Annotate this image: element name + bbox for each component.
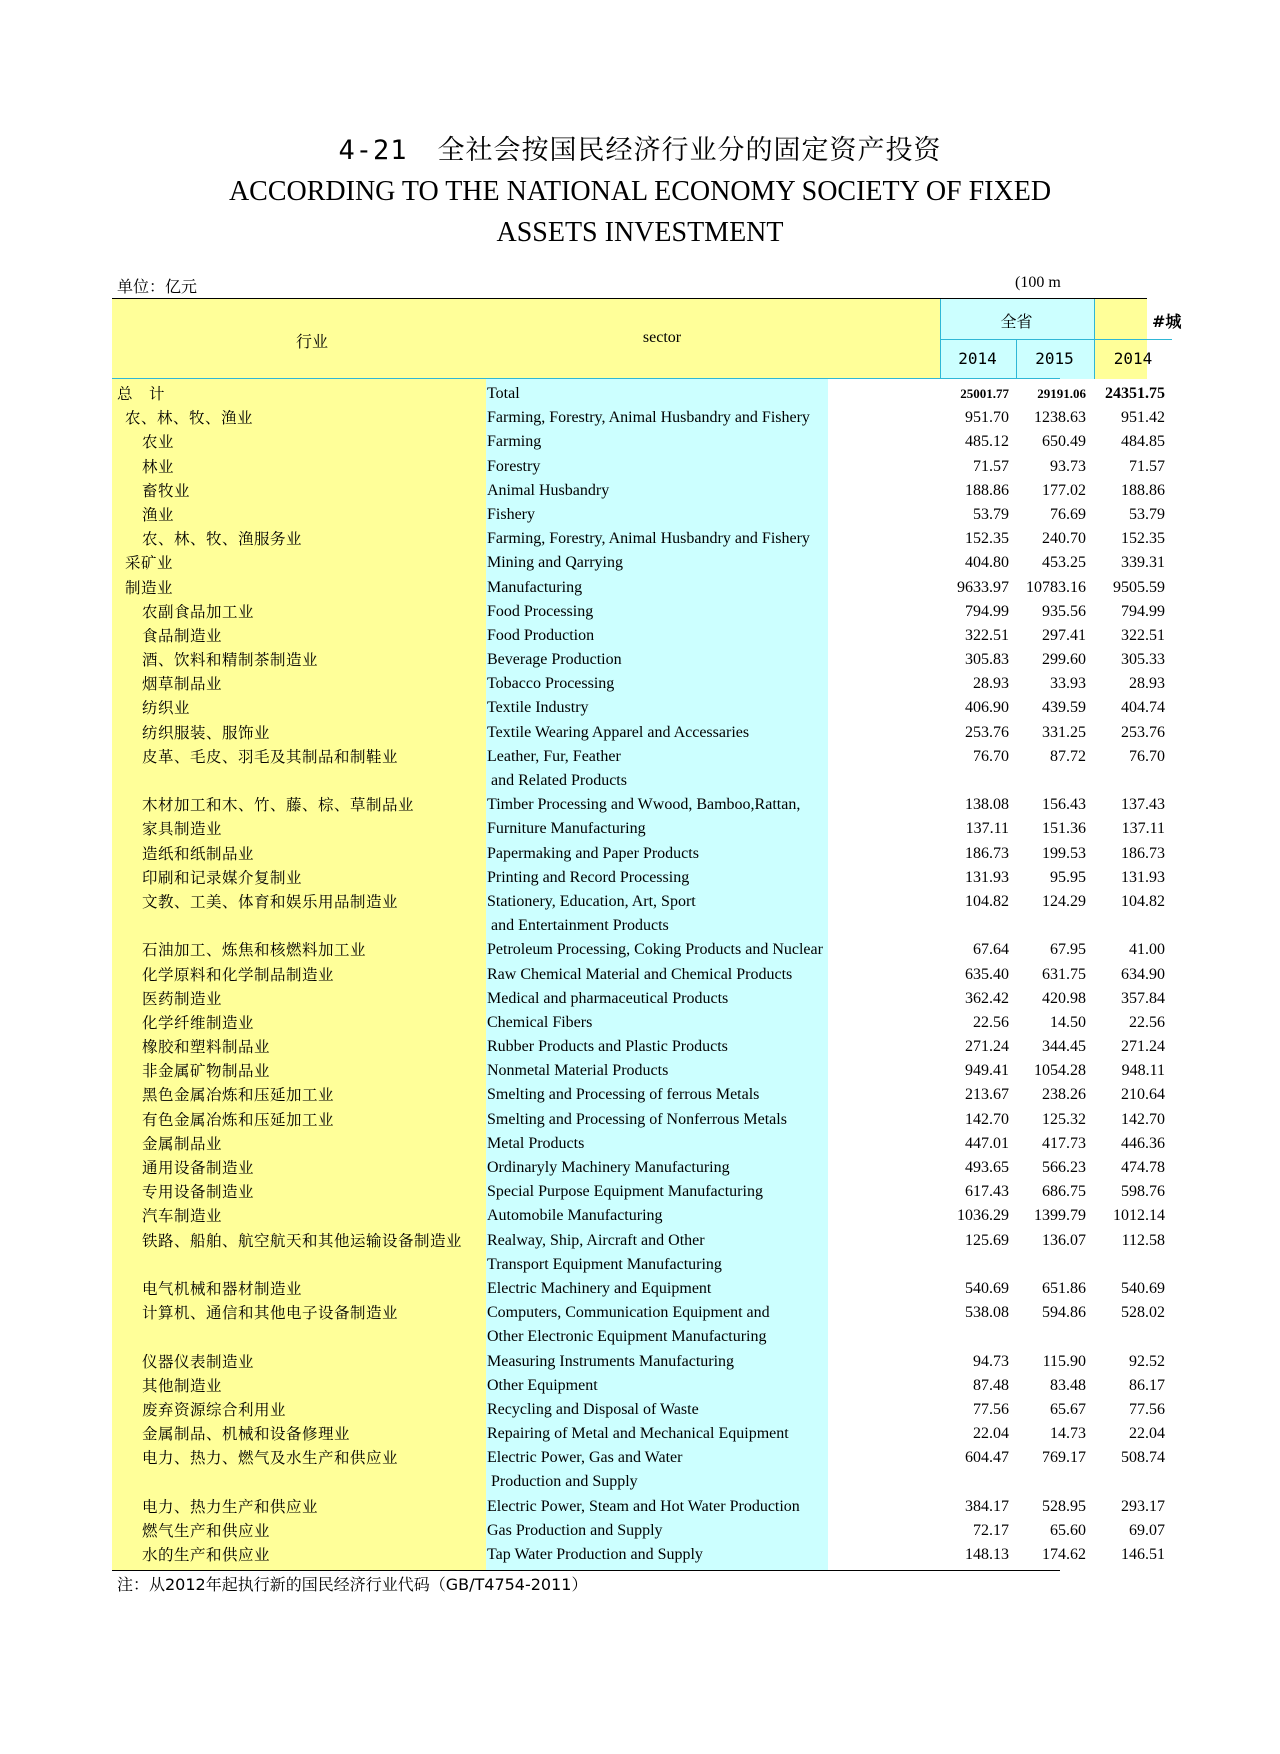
sector-en: Beverage Production (487, 651, 622, 669)
sector-en: Manufacturing (487, 578, 583, 596)
table-row (112, 1422, 1165, 1446)
value-v1: 22.04 (973, 1425, 1009, 1443)
value-v1: 604.47 (965, 1449, 1009, 1467)
table-row (112, 1229, 1165, 1253)
value-v1: 538.08 (965, 1304, 1009, 1322)
value-v2: 156.43 (1042, 796, 1086, 814)
value-v1: 138.08 (965, 796, 1009, 814)
table-body (112, 382, 1165, 1567)
value-v2: 67.95 (1050, 941, 1086, 959)
value-v3: 22.04 (1129, 1425, 1165, 1443)
unit-label-en: (100 m (1015, 274, 1061, 291)
value-v2: 651.86 (1042, 1279, 1086, 1297)
value-v1: 404.80 (965, 554, 1009, 572)
table-row (112, 1204, 1165, 1228)
table-row (112, 1543, 1165, 1567)
industry-cn: 橡胶和塑料制品业 (142, 1038, 271, 1057)
value-v2: 453.25 (1042, 554, 1086, 572)
table-row (112, 648, 1165, 672)
value-v3: 86.17 (1129, 1376, 1165, 1394)
table-row (112, 1446, 1165, 1470)
value-v1: 951.70 (965, 409, 1009, 427)
sector-en: Farming, Forestry, Animal Husbandry and Fishery (487, 409, 810, 427)
header-divider (1094, 339, 1172, 340)
value-v2: 174.62 (1042, 1546, 1086, 1563)
page-title-en-line2: ASSETS INVESTMENT (496, 217, 784, 248)
value-v2: 297.41 (1042, 626, 1086, 644)
value-v1: 384.17 (965, 1497, 1009, 1515)
value-v3: 948.11 (1121, 1062, 1165, 1080)
table-row (112, 1301, 1165, 1325)
value-v1: 125.69 (965, 1231, 1009, 1249)
value-v1: 76.70 (973, 747, 1009, 765)
value-v1: 25001.77 (960, 386, 1009, 401)
table-row (112, 817, 1165, 841)
header-year-2: 2015 (1035, 349, 1074, 368)
page-title-en-line1: ACCORDING TO THE NATIONAL ECONOMY SOCIETY OF FIXED (228, 176, 1052, 207)
industry-cn: 金属制品、机械和设备修理业 (142, 1425, 351, 1444)
industry-cn: 黑色金属冶炼和压延加工业 (142, 1086, 335, 1105)
sector-en: Measuring Instruments Manufacturing (487, 1352, 735, 1370)
industry-cn: 农业 (142, 433, 175, 452)
sector-en: Textile Wearing Apparel and Accessaries (487, 723, 750, 741)
industry-cn: 食品制造业 (142, 626, 223, 645)
value-v3: 271.24 (1121, 1038, 1165, 1056)
sector-en: Metal Products (487, 1134, 585, 1152)
sector-en: Printing and Record Processing (487, 868, 690, 886)
value-v3: 53.79 (1129, 505, 1165, 523)
value-v1: 447.01 (965, 1134, 1009, 1152)
value-v2: 136.07 (1042, 1231, 1086, 1249)
value-v1: 142.70 (965, 1110, 1009, 1128)
value-v2: 528.95 (1042, 1497, 1086, 1515)
value-v1: 305.83 (965, 651, 1009, 669)
value-v1: 148.13 (965, 1546, 1009, 1563)
industry-cn: 燃气生产和供应业 (142, 1521, 271, 1540)
value-v1: 28.93 (973, 675, 1009, 693)
unit-label: 单位：亿元 (117, 277, 198, 296)
industry-cn: 铁路、船舶、航空航天和其他运输设备制造业 (142, 1231, 463, 1250)
sector-en: Fishery (487, 505, 535, 523)
sector-en: Mining and Qarrying (487, 554, 623, 572)
table-row (112, 1253, 1060, 1277)
table-row (112, 1132, 1165, 1156)
industry-cn: 汽车制造业 (142, 1207, 223, 1226)
value-v1: 72.17 (973, 1521, 1009, 1539)
value-v2: 331.25 (1042, 723, 1086, 741)
sector-en: and Entertainment Products (491, 917, 669, 935)
industry-cn: 造纸和纸制品业 (142, 844, 255, 863)
industry-cn: 印刷和记录媒介复制业 (142, 868, 303, 887)
page-title-cn (0, 128, 1280, 167)
industry-cn: 化学原料和化学制品制造业 (142, 965, 335, 984)
table-row (112, 551, 1165, 575)
industry-cn: 电力、热力、燃气及水生产和供应业 (142, 1449, 399, 1468)
value-v1: 406.90 (965, 699, 1009, 717)
industry-cn: 家具制造业 (142, 820, 223, 839)
industry-cn: 林业 (142, 457, 175, 476)
sector-en: Food Production (487, 626, 595, 644)
value-v3: 404.74 (1121, 699, 1165, 717)
industry-cn: 金属制品业 (142, 1134, 223, 1153)
table-row (112, 503, 1165, 527)
value-v3: 41.00 (1129, 941, 1165, 959)
value-v2: 631.75 (1042, 965, 1086, 983)
value-v2: 420.98 (1042, 989, 1086, 1007)
value-v2: 1238.63 (1034, 409, 1086, 427)
sector-en: Electric Power, Steam and Hot Water Production (487, 1497, 800, 1515)
table-row (112, 769, 1060, 793)
value-v1: 131.93 (965, 868, 1009, 886)
table-header (112, 298, 1182, 379)
table-row (112, 1011, 1165, 1035)
value-v3: 305.33 (1121, 651, 1165, 669)
value-v1: 253.76 (965, 723, 1009, 741)
sector-en: Special Purpose Equipment Manufacturing (487, 1183, 763, 1201)
sector-en: Production and Supply (491, 1473, 638, 1491)
sector-en: Transport Equipment Manufacturing (487, 1255, 722, 1273)
table-row (112, 1083, 1165, 1107)
value-v2: 177.02 (1042, 481, 1086, 499)
value-v1: 87.48 (973, 1376, 1009, 1394)
table-row (112, 866, 1165, 890)
table-row (112, 745, 1165, 769)
value-v2: 1399.79 (1034, 1207, 1086, 1225)
value-v2: 344.45 (1042, 1038, 1086, 1056)
industry-cn: 废弃资源综合利用业 (142, 1400, 287, 1419)
sector-en: Petroleum Processing, Coking Products and Nuclear (487, 941, 823, 959)
industry-cn: 总 计 (117, 385, 166, 403)
value-v2: 95.95 (1050, 868, 1086, 886)
value-v2: 83.48 (1050, 1376, 1086, 1394)
table-row (112, 1350, 1165, 1374)
sector-en: Repairing of Metal and Mechanical Equipment (487, 1425, 789, 1443)
sector-en: Farming, Forestry, Animal Husbandry and Fishery (487, 530, 810, 548)
value-v2: 125.32 (1042, 1110, 1086, 1128)
industry-cn: 酒、饮料和精制茶制造业 (142, 651, 319, 670)
industry-cn: 非金属矿物制品业 (142, 1062, 271, 1081)
value-v2: 65.67 (1050, 1400, 1086, 1418)
sector-en: Textile Industry (487, 699, 589, 717)
value-v1: 485.12 (965, 433, 1009, 451)
industry-cn: 采矿业 (125, 554, 174, 573)
table-row (112, 1470, 1060, 1494)
header-industry: 行业 (295, 332, 328, 351)
sector-en: Farming (487, 433, 542, 451)
table-row (112, 672, 1165, 696)
industry-cn: 制造业 (125, 578, 174, 597)
value-v1: 71.57 (973, 457, 1009, 475)
value-v1: 362.42 (965, 989, 1009, 1007)
value-v3: 131.93 (1121, 868, 1165, 886)
industry-cn: 畜牧业 (142, 481, 191, 500)
header-province: 全省 (1000, 312, 1033, 331)
value-v2: 10783.16 (1026, 578, 1086, 596)
industry-cn: 专用设备制造业 (142, 1183, 255, 1202)
value-v3: 104.82 (1121, 892, 1165, 910)
value-v2: 65.60 (1050, 1521, 1086, 1539)
table-row (112, 430, 1165, 454)
table-row (112, 1374, 1165, 1398)
industry-cn: 石油加工、炼焦和核燃料加工业 (142, 941, 367, 960)
value-v3: 152.35 (1121, 530, 1165, 548)
sector-en: Total (487, 385, 520, 402)
value-v3: 322.51 (1121, 626, 1165, 644)
value-v2: 29191.06 (1037, 386, 1086, 401)
sector-en: Food Processing (487, 602, 594, 620)
industry-cn: 医药制造业 (142, 989, 223, 1008)
value-v3: 112.58 (1121, 1231, 1165, 1249)
sector-en: Smelting and Processing of ferrous Metals (487, 1086, 760, 1104)
industry-cn: 有色金属冶炼和压延加工业 (142, 1110, 335, 1129)
value-v3: 357.84 (1121, 989, 1165, 1007)
value-v1: 493.65 (965, 1159, 1009, 1176)
industry-cn: 农、林、牧、渔业 (125, 409, 254, 428)
value-v3: 71.57 (1129, 457, 1165, 475)
value-v1: 1036.29 (957, 1207, 1009, 1225)
value-v1: 152.35 (965, 530, 1009, 548)
industry-cn: 渔业 (142, 505, 175, 524)
industry-cn: 通用设备制造业 (142, 1159, 255, 1177)
value-v1: 77.56 (973, 1400, 1009, 1418)
sector-en: Medical and pharmaceutical Products (487, 989, 729, 1007)
table-row (112, 1108, 1165, 1132)
value-v1: 635.40 (965, 965, 1009, 983)
table-row (112, 624, 1165, 648)
value-v3: 951.42 (1121, 409, 1165, 427)
table-row (112, 987, 1165, 1011)
table-row (112, 721, 1165, 745)
footnote: 注：从2012年起执行新的国民经济行业代码（GB/T4754-2011） (117, 1575, 588, 1594)
industry-cn: 仪器仪表制造业 (142, 1352, 255, 1371)
value-v3: 339.31 (1121, 554, 1165, 572)
value-v3: 9505.59 (1113, 578, 1165, 596)
sector-en: Other Electronic Equipment Manufacturing (487, 1328, 767, 1346)
value-v3: 28.93 (1129, 675, 1165, 693)
value-v2: 14.73 (1050, 1425, 1086, 1443)
table-bottom-border (112, 1570, 1060, 1571)
value-v1: 137.11 (965, 820, 1009, 838)
value-v1: 67.64 (973, 941, 1009, 959)
header-group-2: #城 (1152, 312, 1182, 331)
value-v1: 322.51 (965, 626, 1009, 644)
table-row (112, 1519, 1165, 1543)
header-year-1: 2014 (958, 349, 997, 368)
table-row (112, 1180, 1165, 1204)
table-row (112, 1398, 1165, 1422)
value-v2: 199.53 (1042, 844, 1086, 862)
value-v2: 93.73 (1050, 457, 1086, 475)
value-v2: 686.75 (1042, 1183, 1086, 1201)
value-v3: 142.70 (1121, 1110, 1165, 1128)
industry-cn: 烟草制品业 (142, 675, 223, 694)
value-v3: 188.86 (1121, 481, 1165, 499)
value-v1: 188.86 (965, 481, 1009, 499)
sector-en: Recycling and Disposal of Waste (487, 1400, 699, 1418)
value-v2: 1054.28 (1034, 1062, 1086, 1080)
industry-cn: 农、林、牧、渔服务业 (142, 530, 303, 549)
value-v2: 115.90 (1042, 1352, 1086, 1370)
value-v1: 540.69 (965, 1279, 1009, 1297)
sector-en: Gas Production and Supply (487, 1521, 663, 1539)
value-v2: 417.73 (1042, 1134, 1086, 1152)
value-v1: 271.24 (965, 1038, 1009, 1056)
value-v2: 240.70 (1042, 530, 1086, 548)
sector-en: Animal Husbandry (487, 481, 610, 499)
value-v2: 124.29 (1042, 892, 1086, 910)
sector-en: Nonmetal Material Products (487, 1062, 669, 1080)
table-row (112, 479, 1165, 503)
value-v3: 22.56 (1129, 1013, 1165, 1031)
value-v2: 87.72 (1050, 747, 1086, 765)
table-row (112, 600, 1165, 624)
value-v2: 769.17 (1042, 1449, 1086, 1467)
value-v3: 77.56 (1129, 1400, 1165, 1418)
sector-en: Stationery, Education, Art, Sport (487, 892, 696, 910)
sector-en: Timber Processing and Wwood, Bamboo,Rattan, (487, 796, 801, 814)
table-row (112, 382, 1165, 406)
table-row (112, 914, 1060, 938)
industry-cn: 纺织业 (142, 699, 191, 718)
value-v3: 446.36 (1121, 1134, 1165, 1152)
value-v2: 650.49 (1042, 433, 1086, 451)
value-v2: 594.86 (1042, 1304, 1086, 1322)
value-v1: 213.67 (965, 1086, 1009, 1104)
table-row (112, 455, 1165, 479)
table-number: 4-21 (338, 135, 408, 166)
value-v2: 151.36 (1042, 820, 1086, 838)
sector-en: and Related Products (491, 772, 627, 789)
header-year-3: 2014 (1113, 349, 1153, 368)
industry-cn: 皮革、毛皮、羽毛及其制品和制鞋业 (142, 747, 399, 766)
sector-en: Furniture Manufacturing (487, 820, 646, 838)
table-row (112, 1495, 1165, 1519)
value-v1: 9633.97 (957, 578, 1009, 596)
sector-en: Raw Chemical Material and Chemical Products (487, 965, 793, 983)
value-v2: 238.26 (1042, 1086, 1086, 1104)
value-v3: 253.76 (1121, 723, 1165, 741)
sector-en: Papermaking and Paper Products (487, 844, 699, 862)
sector-en: Tap Water Production and Supply (487, 1546, 703, 1563)
value-v3: 484.85 (1121, 433, 1165, 451)
sector-en: Electric Machinery and Equipment (487, 1279, 712, 1297)
value-v3: 137.43 (1121, 796, 1165, 814)
value-v3: 474.78 (1121, 1159, 1165, 1176)
value-v3: 634.90 (1121, 965, 1165, 983)
value-v3: 137.11 (1121, 820, 1165, 838)
value-v3: 92.52 (1129, 1352, 1165, 1370)
value-v1: 94.73 (973, 1352, 1009, 1370)
title-cn-text: 全社会按国民经济行业分的固定资产投资 (437, 135, 942, 166)
value-v2: 33.93 (1050, 675, 1086, 693)
table-row (112, 1035, 1165, 1059)
value-v3: 186.73 (1121, 844, 1165, 862)
sector-en: Electric Power, Gas and Water (487, 1449, 683, 1467)
value-v3: 24351.75 (1105, 385, 1165, 402)
value-v1: 186.73 (965, 844, 1009, 862)
sector-en: Forestry (487, 457, 541, 475)
table-row (112, 1059, 1165, 1083)
value-v1: 22.56 (973, 1013, 1009, 1031)
value-v3: 794.99 (1121, 602, 1165, 620)
value-v3: 76.70 (1129, 747, 1165, 765)
header-sector: sector (642, 329, 682, 346)
value-v3: 598.76 (1121, 1183, 1165, 1201)
sector-en: Chemical Fibers (487, 1013, 593, 1031)
value-v2: 76.69 (1050, 505, 1086, 523)
table-row (112, 938, 1165, 962)
table-row (112, 1277, 1165, 1301)
industry-cn: 纺织服装、服饰业 (142, 723, 271, 742)
industry-cn: 木材加工和木、竹、藤、棕、草制品业 (142, 796, 415, 815)
value-v3: 508.74 (1121, 1449, 1165, 1467)
industry-cn: 农副食品加工业 (142, 602, 255, 621)
sector-en: Realway, Ship, Aircraft and Other (487, 1231, 705, 1249)
value-v3: 69.07 (1129, 1521, 1165, 1539)
industry-cn: 其他制造业 (142, 1376, 223, 1395)
value-v3: 528.02 (1121, 1304, 1165, 1322)
value-v3: 540.69 (1121, 1279, 1165, 1297)
sector-en: Leather, Fur, Feather (487, 747, 621, 765)
value-v2: 439.59 (1042, 699, 1086, 717)
value-v2: 566.23 (1042, 1159, 1086, 1176)
table-row (112, 963, 1165, 987)
industry-cn: 化学纤维制造业 (142, 1013, 255, 1032)
value-v3: 146.51 (1121, 1546, 1165, 1563)
table-row (112, 527, 1165, 551)
industry-cn: 计算机、通信和其他电子设备制造业 (142, 1304, 399, 1323)
sector-en: Smelting and Processing of Nonferrous Metals (487, 1110, 787, 1128)
sector-en: Tobacco Processing (487, 675, 615, 693)
table-row (112, 1156, 1165, 1180)
value-v1: 794.99 (965, 602, 1009, 620)
industry-cn: 电力、热力生产和供应业 (142, 1497, 319, 1516)
value-v1: 617.43 (965, 1183, 1009, 1201)
value-v1: 104.82 (965, 892, 1009, 910)
industry-cn: 文教、工美、体育和娱乐用品制造业 (142, 892, 399, 911)
sector-en: Automobile Manufacturing (487, 1207, 663, 1225)
industry-cn: 水的生产和供应业 (142, 1546, 271, 1564)
table-row (112, 696, 1165, 720)
sector-en: Rubber Products and Plastic Products (487, 1038, 728, 1056)
value-v3: 293.17 (1121, 1497, 1165, 1515)
industry-cn: 电气机械和器材制造业 (142, 1279, 303, 1298)
value-v2: 14.50 (1050, 1013, 1086, 1031)
table-row (112, 890, 1165, 914)
table-row (112, 1325, 1060, 1349)
table-row (112, 576, 1165, 600)
value-v3: 1012.14 (1113, 1207, 1165, 1225)
sector-en: Other Equipment (487, 1376, 598, 1394)
sector-en: Computers, Communication Equipment and (487, 1304, 770, 1322)
value-v2: 935.56 (1042, 602, 1086, 620)
table-row (112, 793, 1165, 817)
value-v3: 210.64 (1121, 1086, 1165, 1104)
table-row (112, 406, 1165, 430)
value-v1: 53.79 (973, 505, 1009, 523)
table-row (112, 842, 1165, 866)
value-v2: 299.60 (1042, 651, 1086, 669)
value-v1: 949.41 (965, 1062, 1009, 1080)
sector-en: Ordinaryly Machinery Manufacturing (487, 1159, 730, 1176)
header-divider (941, 339, 1094, 340)
